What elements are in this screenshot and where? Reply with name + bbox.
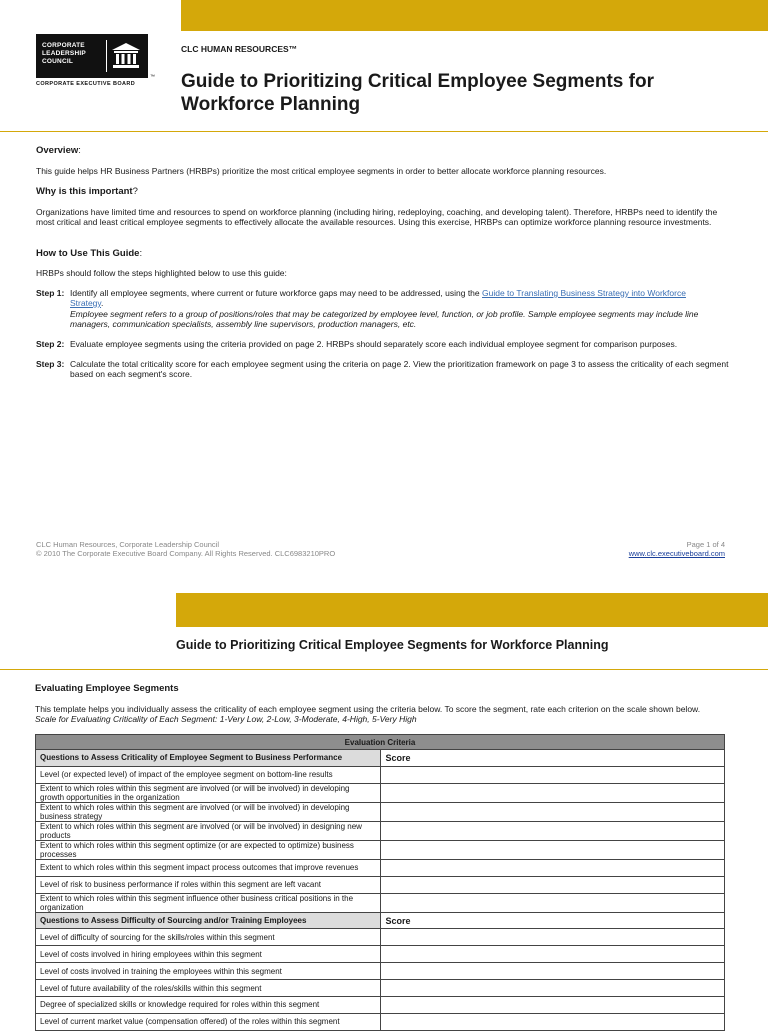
- score-cell[interactable]: [380, 946, 725, 963]
- score-cell[interactable]: [380, 929, 725, 946]
- step-1-label: Step 1:: [36, 288, 65, 298]
- page2-rule: [0, 669, 768, 670]
- logo-text: CORPORATE LEADERSHIP COUNCIL: [42, 42, 86, 65]
- page2-gold-bar: [176, 593, 768, 627]
- table-row: [36, 766, 725, 783]
- criterion-cell: Extent to which roles within this segment optimize (or are expected to optimize) business processes: [36, 840, 381, 859]
- footer-url-link[interactable]: www.clc.executiveboard.com: [628, 549, 725, 558]
- score-cell[interactable]: [380, 1013, 725, 1030]
- page-title: Guide to Prioritizing Critical Employee Segments for Workforce Planning: [181, 71, 654, 115]
- evaluating-heading: Evaluating Employee Segments: [35, 683, 179, 694]
- logo-divider: [106, 40, 107, 72]
- score-header: Score: [380, 912, 725, 929]
- criterion-cell: Extent to which roles within this segment impact process outcomes that improve revenues: [36, 859, 381, 876]
- top-gold-bar: [181, 0, 768, 31]
- why-text: Organizations have limited time and resources to spend on workforce planning (including hiring, redeploying, coaching, and developing talent). Therefore, HRBPs need to identify the most critical and least critical employee segments to effectively allocate the available resources. Using this exercise, HRBPs can optimize workforce planning resource investments.: [36, 207, 718, 227]
- evaluating-intro: This template helps you individually assess the criticality of each employee segment using the criteria below. To score the segment, rate each criterion on the scale shown below.: [35, 704, 701, 714]
- scale-text: Scale for Evaluating Criticality of Each Segment: 1-Very Low, 2-Low, 3-Moderate, 4-High, 5-Very High: [35, 714, 417, 724]
- kicker: CLC HUMAN RESOURCES™: [181, 44, 298, 54]
- page2-title: Guide to Prioritizing Critical Employee Segments for Workforce Planning: [176, 638, 609, 652]
- table-row: [36, 997, 725, 1014]
- criterion-cell: Level of costs involved in training the employees within this segment: [36, 963, 381, 980]
- step-2-text: Evaluate employee segments using the criteria provided on page 2. HRBPs should separately score each individual employee segment for comparison purposes.: [70, 339, 678, 349]
- logo-trademark: ™: [150, 74, 155, 80]
- header-rule: [0, 131, 768, 132]
- table-row: [36, 929, 725, 946]
- table-row: [36, 893, 725, 912]
- table-row: [36, 946, 725, 963]
- score-cell[interactable]: [380, 840, 725, 859]
- criterion-cell: Level of current market value (compensation offered) of the roles within this segment: [36, 1013, 381, 1030]
- score-cell[interactable]: [380, 876, 725, 893]
- table-section-row: [36, 912, 725, 929]
- step-2-label: Step 2:: [36, 339, 65, 349]
- evaluation-criteria-table: [35, 734, 725, 1031]
- overview-heading: Overview:: [36, 145, 81, 156]
- score-cell[interactable]: [380, 802, 725, 821]
- criteria-header: Evaluation Criteria: [36, 735, 725, 750]
- criterion-cell: Extent to which roles within this segment influence other business critical positions in the organization: [36, 893, 381, 912]
- criterion-cell: Extent to which roles within this segment are involved (or will be involved) in developing business strategy: [36, 802, 381, 821]
- score-cell[interactable]: [380, 783, 725, 802]
- how-heading: How to Use This Guide:: [36, 248, 143, 259]
- criterion-cell: Level of risk to business performance if roles within this segment are left vacant: [36, 876, 381, 893]
- table-row: [36, 980, 725, 997]
- table-row: [36, 1013, 725, 1030]
- table-row: [36, 802, 725, 821]
- score-cell[interactable]: [380, 766, 725, 783]
- criterion-cell: Level (or expected level) of impact of the employee segment on bottom-line results: [36, 766, 381, 783]
- criterion-cell: Level of difficulty of sourcing for the skills/roles within this segment: [36, 929, 381, 946]
- table-header-row: [36, 735, 725, 750]
- step-1-note: Employee segment refers to a group of positions/roles that may be categorized by employee level, function, or job profile. Sample employee segments may include line managers, communication specialists, assembly line supervisors, production managers, etc.: [70, 309, 699, 329]
- criterion-cell: Degree of specialized skills or knowledge required for roles within this segment: [36, 997, 381, 1014]
- score-cell[interactable]: [380, 893, 725, 912]
- criterion-cell: Extent to which roles within this segment are involved (or will be involved) in designing new products: [36, 821, 381, 840]
- score-cell[interactable]: [380, 859, 725, 876]
- criterion-cell: Level of future availability of the roles/skills within this segment: [36, 980, 381, 997]
- table-row: [36, 876, 725, 893]
- how-text: HRBPs should follow the steps highlighted below to use this guide:: [36, 268, 287, 278]
- step-1-text: Identify all employee segments, where current or future workforce gaps may need to be addressed, using the Guide to Translating Business Strategy into Workforce Strategy.: [70, 288, 686, 308]
- step-3-text: Calculate the total criticality score for each employee segment using the criteria on page 2. View the prioritization framework on page 3 to assess the criticality of each segment based on each segment's score.: [70, 359, 729, 379]
- table-row: [36, 963, 725, 980]
- score-cell[interactable]: [380, 997, 725, 1014]
- page-number: Page 1 of 4: [686, 540, 725, 549]
- overview-text: This guide helps HR Business Partners (HRBPs) prioritize the most critical employee segments in order to better allocate workforce planning resources.: [36, 166, 607, 176]
- score-header: Score: [380, 750, 725, 767]
- why-heading: Why is this important?: [36, 186, 138, 197]
- section-title: Questions to Assess Criticality of Employee Segment to Business Performance: [36, 750, 381, 767]
- table-section-row: [36, 750, 725, 767]
- score-cell[interactable]: [380, 963, 725, 980]
- strategy-guide-link[interactable]: Guide to Translating Business Strategy into Workforce Strategy: [70, 288, 686, 308]
- logo-caption: CORPORATE EXECUTIVE BOARD: [36, 81, 136, 87]
- section-title: Questions to Assess Difficulty of Sourcing and/or Training Employees: [36, 912, 381, 929]
- score-cell[interactable]: [380, 980, 725, 997]
- criterion-cell: Extent to which roles within this segment are involved (or will be involved) in developing growth opportunities in the organization: [36, 783, 381, 802]
- building-icon: [110, 40, 142, 72]
- table-row: [36, 821, 725, 840]
- table-row: [36, 859, 725, 876]
- footer-right: [629, 540, 725, 558]
- table-row: [36, 783, 725, 802]
- table-row: [36, 840, 725, 859]
- score-cell[interactable]: [380, 821, 725, 840]
- footer-left: CLC Human Resources, Corporate Leadership Council © 2010 The Corporate Executive Board Company. All Rights Reserved. CLC6983210PRO: [36, 540, 336, 558]
- criterion-cell: Level of costs involved in hiring employees within this segment: [36, 946, 381, 963]
- step-3-label: Step 3:: [36, 359, 65, 369]
